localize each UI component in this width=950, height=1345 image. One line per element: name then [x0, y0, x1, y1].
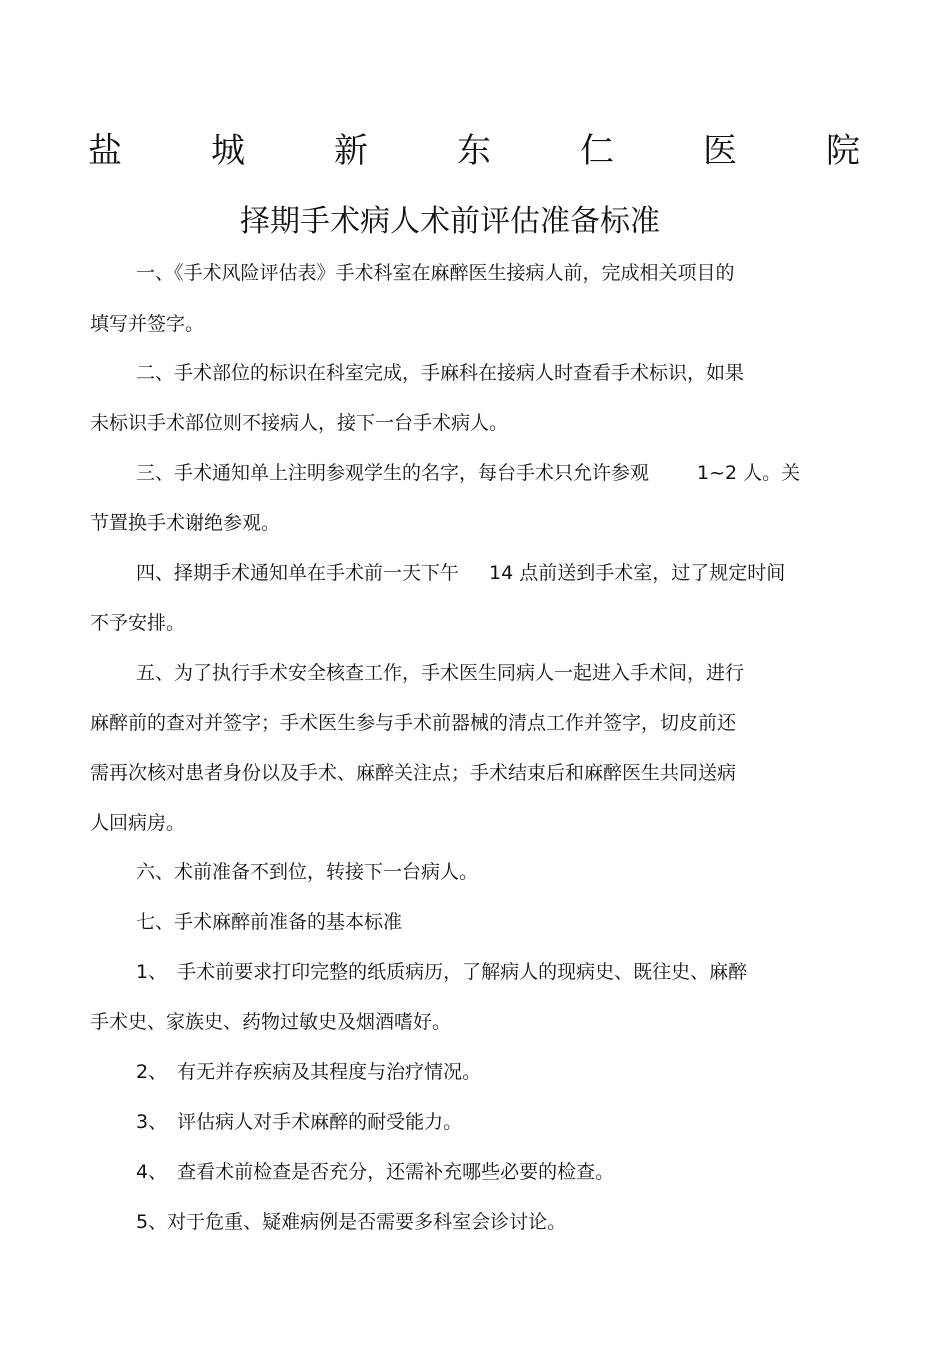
paragraph-5-line-1: 五、为了执行手术安全核查工作，手术医生同病人一起进入手术间，进行	[136, 662, 745, 684]
paragraph-6: 六、术前准备不到位，转接下一台病人。	[136, 861, 479, 883]
hospital-name-char: 城	[211, 131, 245, 171]
paragraph-3-line-1-text: 三、手术通知单上注明参观学生的名字，每台手术只允许参观	[136, 462, 650, 484]
hospital-name-char: 仁	[580, 131, 614, 171]
item-1-line-2: 手术史、家族史、药物过敏史及烟酒嗜好。	[90, 1011, 452, 1033]
item-1-line-1	[136, 958, 747, 986]
paragraph-3-line-2: 节置换手术谢绝参观。	[90, 512, 281, 534]
item-3	[136, 1108, 462, 1136]
paragraph-7-heading: 七、手术麻醉前准备的基本标准	[136, 911, 403, 933]
paragraph-1-line-1: 一、《手术风险评估表》手术科室在麻醉医生接病人前，完成相关项目的	[136, 262, 735, 284]
paragraph-4-line-1	[136, 559, 785, 587]
paragraph-4-line-1-text: 四、择期手术通知单在手术前一天下午	[136, 562, 460, 584]
item-3-text: 评估病人对手术麻醉的耐受能力。	[177, 1111, 463, 1133]
hospital-name-char: 东	[457, 131, 491, 171]
paragraph-3-line-1	[136, 459, 800, 487]
paragraph-4-line-2: 不予安排。	[90, 612, 186, 634]
hospital-name-char: 新	[334, 131, 368, 171]
item-3-number: 3、	[136, 1111, 168, 1133]
hospital-name-char: 盐	[88, 131, 122, 171]
item-5: 5、对于危重、疑难病例是否需要多科室会诊讨论。	[136, 1211, 567, 1233]
paragraph-5-line-2: 麻醉前的查对并签字；手术医生参与手术前器械的清点工作并签字，切皮前还	[90, 712, 737, 734]
paragraph-5-line-3: 需再次核对患者身份以及手术、麻醉关注点；手术结束后和麻醉医生共同送病	[90, 762, 737, 784]
paragraph-3-line-1-count: 1~2 人。关	[697, 462, 801, 484]
hospital-name	[88, 128, 860, 174]
paragraph-5-line-4: 人回病房。	[90, 812, 186, 834]
item-4-text: 查看术前检查是否充分，还需补充哪些必要的检查。	[177, 1161, 615, 1183]
paragraph-2-line-1: 二、手术部位的标识在科室完成，手麻科在接病人时查看手术标识，如果	[136, 362, 745, 384]
item-2-number: 2、	[136, 1061, 168, 1083]
item-4	[136, 1158, 614, 1186]
paragraph-2-line-2: 未标识手术部位则不接病人，接下一台手术病人。	[90, 412, 509, 434]
hospital-name-char: 医	[703, 131, 737, 171]
item-1-number: 1、	[136, 961, 168, 983]
paragraph-4-line-1-time: 14 点前送到手术室，过了规定时间	[489, 562, 786, 584]
item-2-text: 有无并存疾病及其程度与治疗情况。	[177, 1061, 482, 1083]
item-2	[136, 1058, 481, 1086]
hospital-name-char: 院	[826, 131, 860, 171]
item-1-text: 手术前要求打印完整的纸质病历，了解病人的现病史、既往史、麻醉	[177, 961, 748, 983]
item-4-number: 4、	[136, 1161, 168, 1183]
paragraph-1-line-2: 填写并签字。	[90, 313, 205, 335]
document-title: 择期手术病人术前评估准备标准	[240, 204, 660, 239]
